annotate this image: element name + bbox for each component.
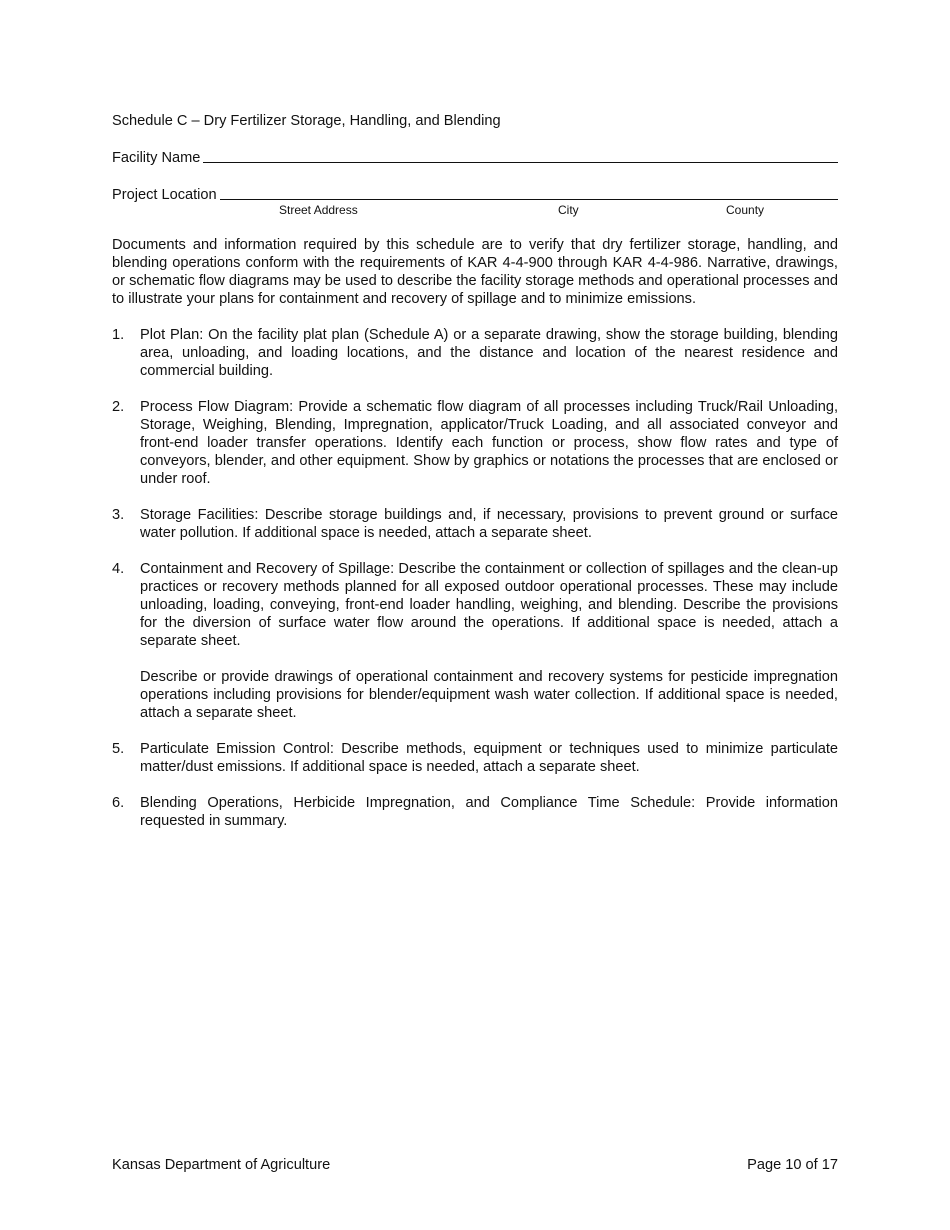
facility-name-label: Facility Name [112, 150, 201, 166]
page-title: Schedule C – Dry Fertilizer Storage, Handling, and Blending [112, 113, 501, 129]
project-location-field [112, 185, 838, 204]
item-text: Plot Plan: On the facility plat plan (Schedule A) or a separate drawing, show the storage building, blending area, unloading, and loading locations, and the distance and location of the nearest residence and commercial building. [140, 327, 838, 379]
list-item [112, 398, 838, 488]
item-number: 3. [112, 507, 125, 523]
item-number: 4. [112, 561, 125, 577]
county-caption: County [726, 203, 765, 217]
street-address-caption: Street Address [279, 203, 358, 217]
item-number: 6. [112, 795, 125, 811]
list-item [112, 506, 838, 542]
requirements-list [112, 326, 838, 848]
item-text: Blending Operations, Herbicide Impregnation, and Compliance Time Schedule: Provide information requested in summary. [140, 795, 838, 829]
item-text: Containment and Recovery of Spillage: Describe the containment or collection of spillages and the clean-up practices or recovery methods planned for all exposed outdoor operational processes. These may include unloading, loading, conveying, front-end loader handling, weighing, and blending. Describe the provisions for the diversion of surface water flow around the operations. If additional space is needed, attach a separate sheet. [140, 561, 838, 649]
item-text: Storage Facilities: Describe storage buildings and, if necessary, provisions to prevent ground or surface water pollution. If additional space is needed, attach a separate sheet. [140, 507, 838, 541]
item-number: 2. [112, 399, 125, 415]
footer-agency: Kansas Department of Agriculture [112, 1157, 331, 1173]
item-number: 1. [112, 327, 125, 343]
list-item [112, 740, 838, 776]
project-location-input-line[interactable] [220, 185, 838, 200]
footer-page-number: Page 10 of 17 [747, 1157, 838, 1173]
item-text: Particulate Emission Control: Describe methods, equipment or techniques used to minimize particulate matter/dust emissions. If additional space is needed, attach a separate sheet. [140, 741, 838, 775]
city-caption: City [558, 203, 579, 217]
intro-paragraph: Documents and information required by this schedule are to verify that dry fertilizer storage, handling, and blending operations conform with the requirements of KAR 4-4-900 through KAR 4-4-986. Narrative, drawings, or schematic flow diagrams may be used to describe the facility storage methods and operational processes and to illustrate your plans for containment and recovery of spillage and to minimize emissions. [112, 237, 838, 307]
facility-name-field [112, 148, 838, 167]
list-item [112, 560, 838, 722]
facility-name-input-line[interactable] [203, 148, 838, 163]
item-text-continued: Describe or provide drawings of operational containment and recovery systems for pesticide impregnation operations including provisions for blender/equipment wash water collection. If additional space is needed, attach a separate sheet. [140, 669, 838, 721]
item-text: Process Flow Diagram: Provide a schematic flow diagram of all processes including Truck/Rail Unloading, Storage, Weighing, Blending, Impregnation, applicator/Truck Loading, and all associated conveyor and front-end loader transfer operations. Identify each function or process, show flow rates and type of conveyors, blender, and other equipment. Show by graphics or notations the processes that are enclosed or under roof. [140, 399, 838, 487]
list-item [112, 326, 838, 380]
item-number: 5. [112, 741, 125, 757]
project-location-label: Project Location [112, 187, 217, 203]
list-item [112, 794, 838, 830]
